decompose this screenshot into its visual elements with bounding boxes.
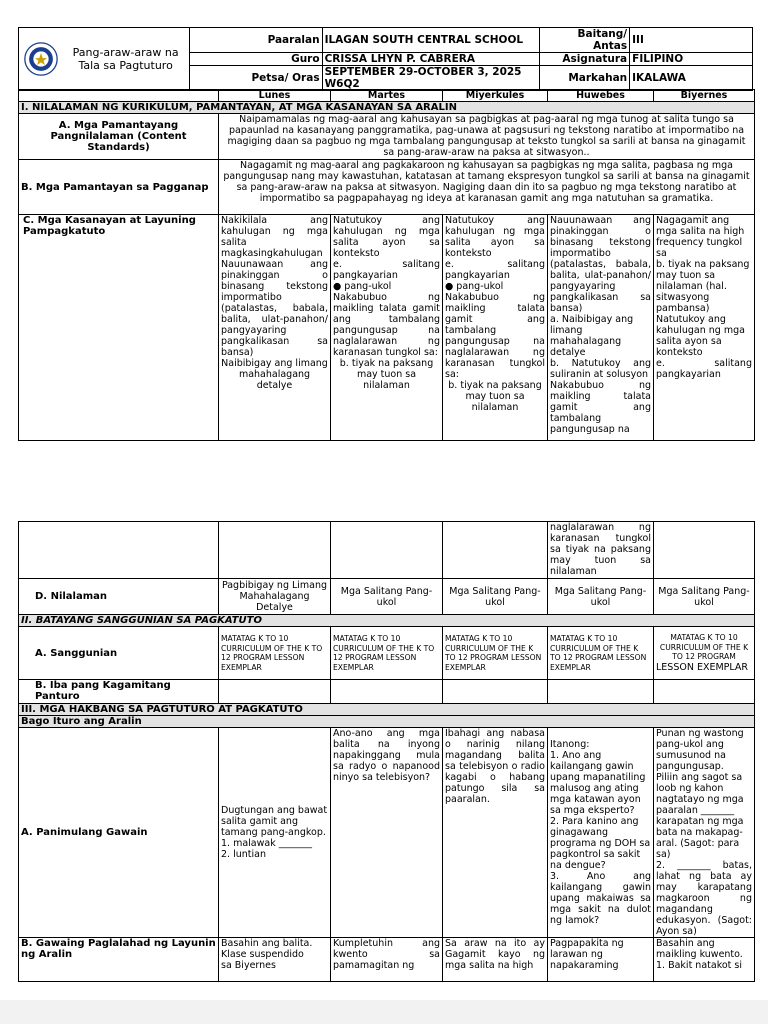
cell-huwebes [548, 215, 654, 441]
cell-text: Punan ng wastong pang-ukol ang sumusunod na pangungusap. [656, 728, 744, 772]
doc-title: Pang-araw-araw na Tala sa Pagtuturo [62, 28, 189, 91]
content-standards-text: Naipamamalas ng mag-aaral ang kahusayan sa pagbigkas at pag-aaral ng mga tunog at salita tungo sa papaunlad na kasanayang panggramatika, pag-unawa at pagsusuri ng tekstong naratibo at impormatibo na magiging daan sa pagbuo ng mga tambalang pangungusap at teksto tungkol sa sarili at bansa na ginagamit sa pang-araw-araw na paksa at sitwasyon.. [219, 114, 755, 160]
date-value: SEPTEMBER 29-OCTOBER 3, 2025 W6Q2 [322, 66, 540, 91]
cell-text: b. Natutukoy ang suliranin at solusyon [550, 358, 651, 380]
cell-text: nagtatayo ng mga paaralan _______ karapatan ng mga bata na makapag-aral. (Sagot: para sa) [656, 794, 744, 860]
cell-text: Itanong: [550, 739, 590, 750]
cell-text: Natutukoy ang kahulugan ng mga salita ayon sa konteksto [656, 314, 745, 358]
cell-text: b. tiyak na paksang may tuon sa nilalaman [448, 380, 542, 413]
school-label: Paaralan [189, 28, 322, 53]
cell-text: e. salitang pangkayarian [656, 358, 752, 380]
cell-text: LESSON EXEMPLAR [656, 661, 749, 673]
content-row [19, 579, 755, 615]
cell-text: 2. _______ batas, lahat ng bata ay may karapatang magkaroon ng magandang edukasyon. (Sagot: Ayon sa) [656, 860, 752, 937]
cell-text: Nauunawaan ang pinakinggan o binasang tekstong impormatibo (patalastas, babala, balita, ulat-panahon/ pangyayaring pangkalikasan sa bansa) [221, 259, 328, 358]
deped-seal-icon [24, 42, 58, 76]
cell-text: e. salitang pangkayarian [333, 259, 440, 281]
day-header: Lunes [219, 90, 331, 102]
opening-lunes [219, 728, 331, 938]
grade-label: Baitang/ Antas [540, 28, 630, 53]
row-label: B. Mga Pamantayan sa Pagganap [19, 160, 219, 215]
opening-martes: Ano-ano ang mga balita na inyong napakinggang mula sa radyo o napanood ninyo sa telebisyon? [331, 728, 443, 938]
competencies-row [19, 215, 755, 441]
cell-text: sa Biyernes [221, 960, 276, 971]
row-label: C. Mga Kasanayan at Layuning Pampagkatuto [19, 215, 219, 441]
cell-text: Naibibigay ang limang mahahalagang detalye [221, 358, 328, 391]
cell-miyerkules [443, 215, 548, 441]
day-header: Huwebes [548, 90, 654, 102]
objective-lunes [219, 938, 331, 982]
cell-text: Piliin ang sagot sa loob ng kahon [656, 772, 743, 794]
opening-biyernes [654, 728, 755, 938]
cell-text: Nauunawaan ang pinakinggan o binasang tekstong impormatibo (patalastas, babala, balita, ulat-panahon/ pangyayaring pangkalikasan sa bansa) [550, 215, 651, 314]
school-value: ILAGAN SOUTH CENTRAL SCHOOL [322, 28, 540, 53]
objective-huwebes: Pagpapakita ng larawan ng napakaraming [548, 938, 654, 982]
date-label: Petsa/ Oras [189, 66, 322, 91]
grade-value: III [630, 28, 753, 53]
competencies-continued-row [19, 522, 755, 579]
cell-martes [331, 215, 443, 441]
day-header: Martes [331, 90, 443, 102]
cell-text: 2. luntian [221, 849, 266, 860]
objective-martes: Kumpletuhin ang kwento sa pamamagitan ng [331, 938, 443, 982]
objective-presentation-row [19, 938, 755, 982]
reference-miyerkules: MATATAG K TO 10 CURRICULUM OF THE K TO 12 PROGRAM LESSON EXEMPLAR [443, 627, 548, 680]
subject-value: FILIPINO [630, 53, 753, 66]
cell-text: Nagagamit ang mga salita na high frequency tungkol sa [656, 215, 745, 259]
section-heading [19, 102, 755, 114]
cell-huwebes-cont: naglalarawan ng karanasan tungkol sa tiyak na paksang may tuon sa nilalaman [548, 522, 654, 579]
row-label: B. Gawaing Paglalahad ng Layunin ng Aralin [19, 938, 219, 982]
cell-text: 3. Ano ang kailangang gawin upang makaiwas sa mga sakit na dulot ng lamok? [550, 871, 651, 926]
page-bottom-edge [0, 1000, 768, 1024]
cell-text: ● pang-ukol [445, 281, 504, 292]
section-heading [19, 615, 755, 627]
section-title: II. BATAYANG SANGGUNIAN SA PAGKATUTO [19, 615, 755, 627]
content-huwebes: Mga Salitang Pang-ukol [548, 579, 654, 615]
reference-biyernes [654, 627, 755, 680]
content-martes: Mga Salitang Pang-ukol [331, 579, 443, 615]
cell-text: b. tiyak na paksang may tuon sa nilalaman [339, 358, 434, 391]
cell-text: Basahin ang balita. [221, 938, 313, 949]
reference-martes: MATATAG K TO 10 CURRICULUM OF THE K TO 12 PROGRAM LESSON EXEMPLAR [331, 627, 443, 680]
cell-text: 1. malawak _______ [221, 838, 312, 849]
subject-label: Asignatura [540, 53, 630, 66]
row-label: A. Sanggunian [19, 627, 219, 680]
references-row [19, 627, 755, 680]
days-header-row [19, 90, 755, 102]
cell-text: Nakabubuo ng maikling talata gamit ang tambalang pangungusap na naglalarawan ng karanasan tungkol sa: [445, 292, 545, 380]
content-standards-row [19, 114, 755, 160]
day-header: Miyerkules [443, 90, 548, 102]
row-label: B. Iba pang Kagamitang Panturo [19, 680, 219, 704]
performance-standards-text: Nagagamit ng mag-aaral ang pagkakaroon ng kahusayan sa pagbigkas ng mga salita, pagbasa ng mga pangungusap nang may kawastuhan, katatasan at tamang ekspresyon tungkol sa sarili at bansa na ginagamit sa pang-araw-araw na paksa at sitwasyon. Nagiging daan din ito sa pagbuo ng mga tekstong naratibo at impormatibo sa pagpapahayag ng ideya at karanasan gamit ang mga natutuhan sa gramatika. [219, 160, 755, 215]
cell-text: Klase suspendido [221, 949, 304, 960]
objective-miyerkules: Sa araw na ito ay Gagamit kayo ng mga salita na high [443, 938, 548, 982]
cell-text: 1. Bakit natakot si [656, 960, 743, 971]
cell-text: Basahin ang maikling kuwento. [656, 938, 743, 960]
cell-text: ● pang-ukol [333, 281, 392, 292]
logo-cell [19, 28, 63, 91]
section-heading [19, 704, 755, 716]
cell-text: e. salitang pangkayarian [445, 259, 545, 281]
row-label: A. Mga Pamantayang Pangnilalaman (Content Standards) [19, 114, 219, 160]
header-table [18, 27, 753, 91]
performance-standards-row [19, 160, 755, 215]
cell-text: Dugtungan ang bawat salita gamit ang tamang pang-angkop. [221, 805, 328, 838]
cell-text: b. tiyak na paksang may tuon sa nilalaman (hal. sitwasyong pambansa) [656, 259, 750, 314]
cell-text: MATATAG K TO 10 CURRICULUM OF THE K TO 12 PROGRAM [659, 633, 749, 662]
opening-activity-row [19, 728, 755, 938]
subsection-title: Bago Ituro ang Aralin [19, 716, 755, 728]
content-biyernes: Mga Salitang Pang-ukol [654, 579, 755, 615]
lesson-table-page1 [18, 89, 755, 441]
cell-text: 1. Ano ang kailangang gawin upang mapanatiling malusog ang ating mga katawan ayon sa mga eksperto? [550, 750, 646, 816]
objective-biyernes [654, 938, 755, 982]
cell-biyernes [654, 215, 755, 441]
reference-lunes: MATATAG K TO 10 CURRICULUM OF THE K TO 12 PROGRAM LESSON EXEMPLAR [219, 627, 331, 680]
cell-text: Nakabubuo ng maikling talata gamit ang tambalang pangungusap na naglalarawan ng karanasan tungkol sa: [333, 292, 440, 358]
cell-lunes [219, 215, 331, 441]
quarter-value: IKALAWA [630, 66, 753, 91]
materials-row [19, 680, 755, 704]
cell-text: 2. Para kanino ang ginagawang programa ng DOH sa pagkontrol sa sakit na dengue? [550, 816, 651, 871]
cell-text: a. Naibibigay ang limang mahahalagang detalye [550, 314, 634, 358]
day-header: Biyernes [654, 90, 755, 102]
section-title: I. NILALAMAN NG KURIKULUM, PAMANTAYAN, AT MGA KASANAYAN SA ARALIN [19, 102, 755, 114]
reference-huwebes: MATATAG K TO 10 CURRICULUM OF THE K TO 12 PROGRAM LESSON EXEMPLAR [548, 627, 654, 680]
opening-miyerkules: Ibahagi ang nabasa o narinig nilang magandang balita sa telebisyon o radio kagabi o habang patungo sila sa paaralan. [443, 728, 548, 938]
content-miyerkules: Mga Salitang Pang-ukol [443, 579, 548, 615]
section-title: III. MGA HAKBANG SA PAGTUTURO AT PAGKATUTO [19, 704, 755, 716]
row-label: A. Panimulang Gawain [19, 728, 219, 938]
subsection-heading [19, 716, 755, 728]
teacher-value: CRISSA LHYN P. CABRERA [322, 53, 540, 66]
cell-text: Natutukoy ang kahulugan ng mga salita ayon sa konteksto [445, 215, 545, 259]
quarter-label: Markahan [540, 66, 630, 91]
opening-huwebes [548, 728, 654, 938]
teacher-label: Guro [189, 53, 322, 66]
cell-text: Nakabubuo ng maikling talata gamit ang tambalang pangungusap na [550, 380, 651, 435]
cell-text: Natutukoy ang kahulugan ng mga salita ayon sa konteksto [333, 215, 440, 259]
row-label: D. Nilalaman [19, 579, 219, 615]
content-lunes: Pagbibigay ng Limang Mahahalagang Detalye [219, 579, 331, 615]
lesson-table-page2 [18, 521, 755, 982]
cell-text: Nakikilala ang kahulugan ng mga salita magkasingkahulugan [221, 215, 328, 259]
